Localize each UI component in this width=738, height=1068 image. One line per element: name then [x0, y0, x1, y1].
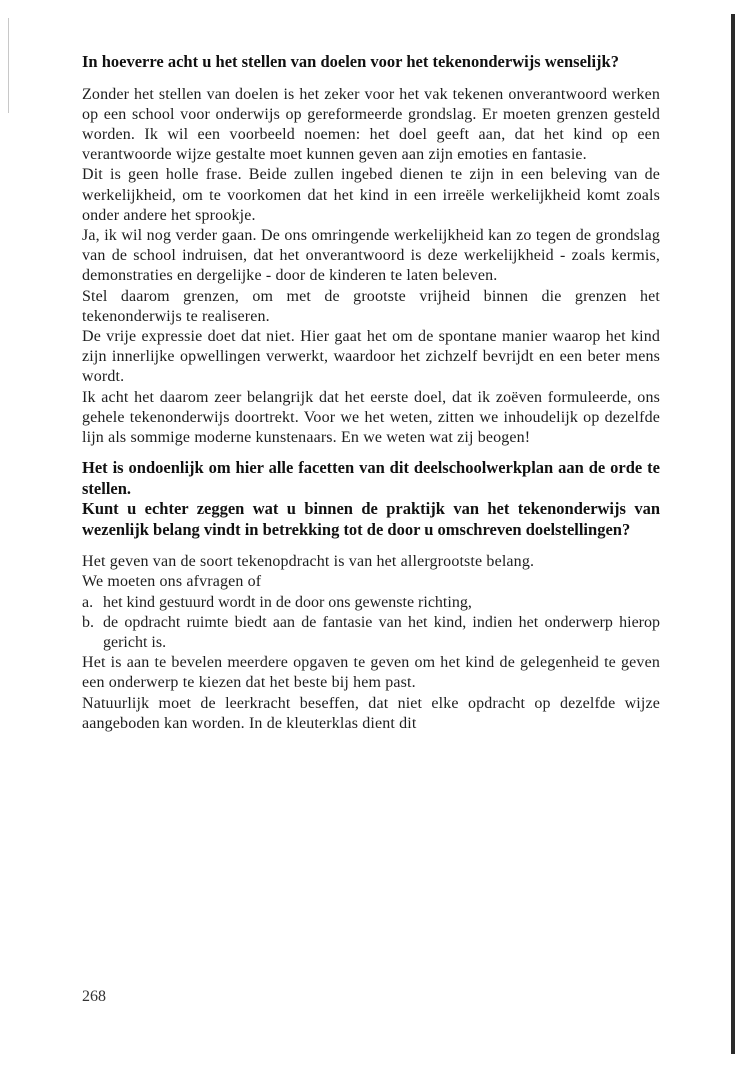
paragraph: Ik acht het daarom zeer belangrijk dat het eerste doel, dat ik zoëven formuleerde, ons gehele tekenonderwijs doortrekt. Voor we het weten, zitten we inhoudelijk op dezelfde lijn als sommige moderne kunstenaars. En we weten wat zij beogen! [82, 388, 660, 446]
list-item [82, 613, 660, 653]
list-item-text: de opdracht ruimte biedt aan de fantasie van het kind, indien het onderwerp hierop gericht is. [103, 613, 660, 651]
paragraph: Zonder het stellen van doelen is het zeker voor het vak tekenen onverantwoord werken op een school voor onderwijs op gereformeerde grondslag. Er moeten grenzen gesteld worden. Ik wil een voorbeeld noemen: het doel geeft aan, dat het kind op een verantwoorde wijze gestalte moet kunnen geven aan zijn emoties en fantasie. [82, 85, 660, 164]
paragraph: Het is aan te bevelen meerdere opgaven te geven om het kind de gelegenheid te geven een onderwerp te kiezen dat het beste bij hem past. [82, 654, 660, 692]
list-item-label: b. [82, 613, 94, 631]
paragraph: Natuurlijk moet de leerkracht beseffen, dat niet elke opdracht op dezelfde wijze aangeboden kan worden. In de kleuterklas dient dit [82, 694, 660, 732]
list-item-text: het kind gestuurd wordt in de door ons gewenste richting, [103, 593, 472, 611]
paragraph: Stel daarom grenzen, om met de grootste vrijheid binnen die grenzen het tekenonderwijs te realiseren. [82, 287, 660, 325]
page-number: 268 [82, 988, 106, 1005]
paragraph: We moeten ons afvragen of [82, 573, 262, 591]
section-practice [82, 458, 660, 734]
list-item-label: a. [82, 593, 94, 611]
scan-edge-right [731, 14, 735, 1054]
list-item [82, 593, 660, 613]
paragraph: Het geven van de soort tekenopdracht is van het allergrootste belang. [82, 553, 535, 571]
paragraph: Dit is geen holle frase. Beide zullen ingebed dienen te zijn in een beleving van de werkelijkheid, om te voorkomen dat het kind in een irreële werkelijkheid komt zoals onder andere het sprookje. [82, 166, 660, 224]
question-line: Het is ondoenlijk om hier alle facetten van dit deelschoolwerkplan aan de orde te stellen. [82, 458, 660, 498]
question-heading-2 [82, 458, 660, 540]
scan-edge-left [8, 18, 9, 113]
question-heading-1: In hoeverre acht u het stellen van doelen voor het tekenonderwijs wenselijk? [82, 52, 619, 71]
question-line: Kunt u echter zeggen wat u binnen de praktijk van het tekenonderwijs van wezenlijk belang vindt in betrekking tot de door u omschreven doelstellingen? [82, 499, 660, 539]
section-goals [82, 52, 660, 448]
paragraph: De vrije expressie doet dat niet. Hier gaat het om de spontane manier waarop het kind zijn innerlijke opwellingen verwerkt, waardoor het zichzelf bevrijdt en een beter mens wordt. [82, 327, 660, 386]
page-content [82, 52, 660, 744]
paragraph: Ja, ik wil nog verder gaan. De ons omringende werkelijkheid kan zo tegen de grondslag van de school indruisen, dat het onverantwoord is deze werkelijkheid - zoals kermis, demonstraties en dergelijke - door de kinderen te laten beleven. [82, 226, 660, 285]
